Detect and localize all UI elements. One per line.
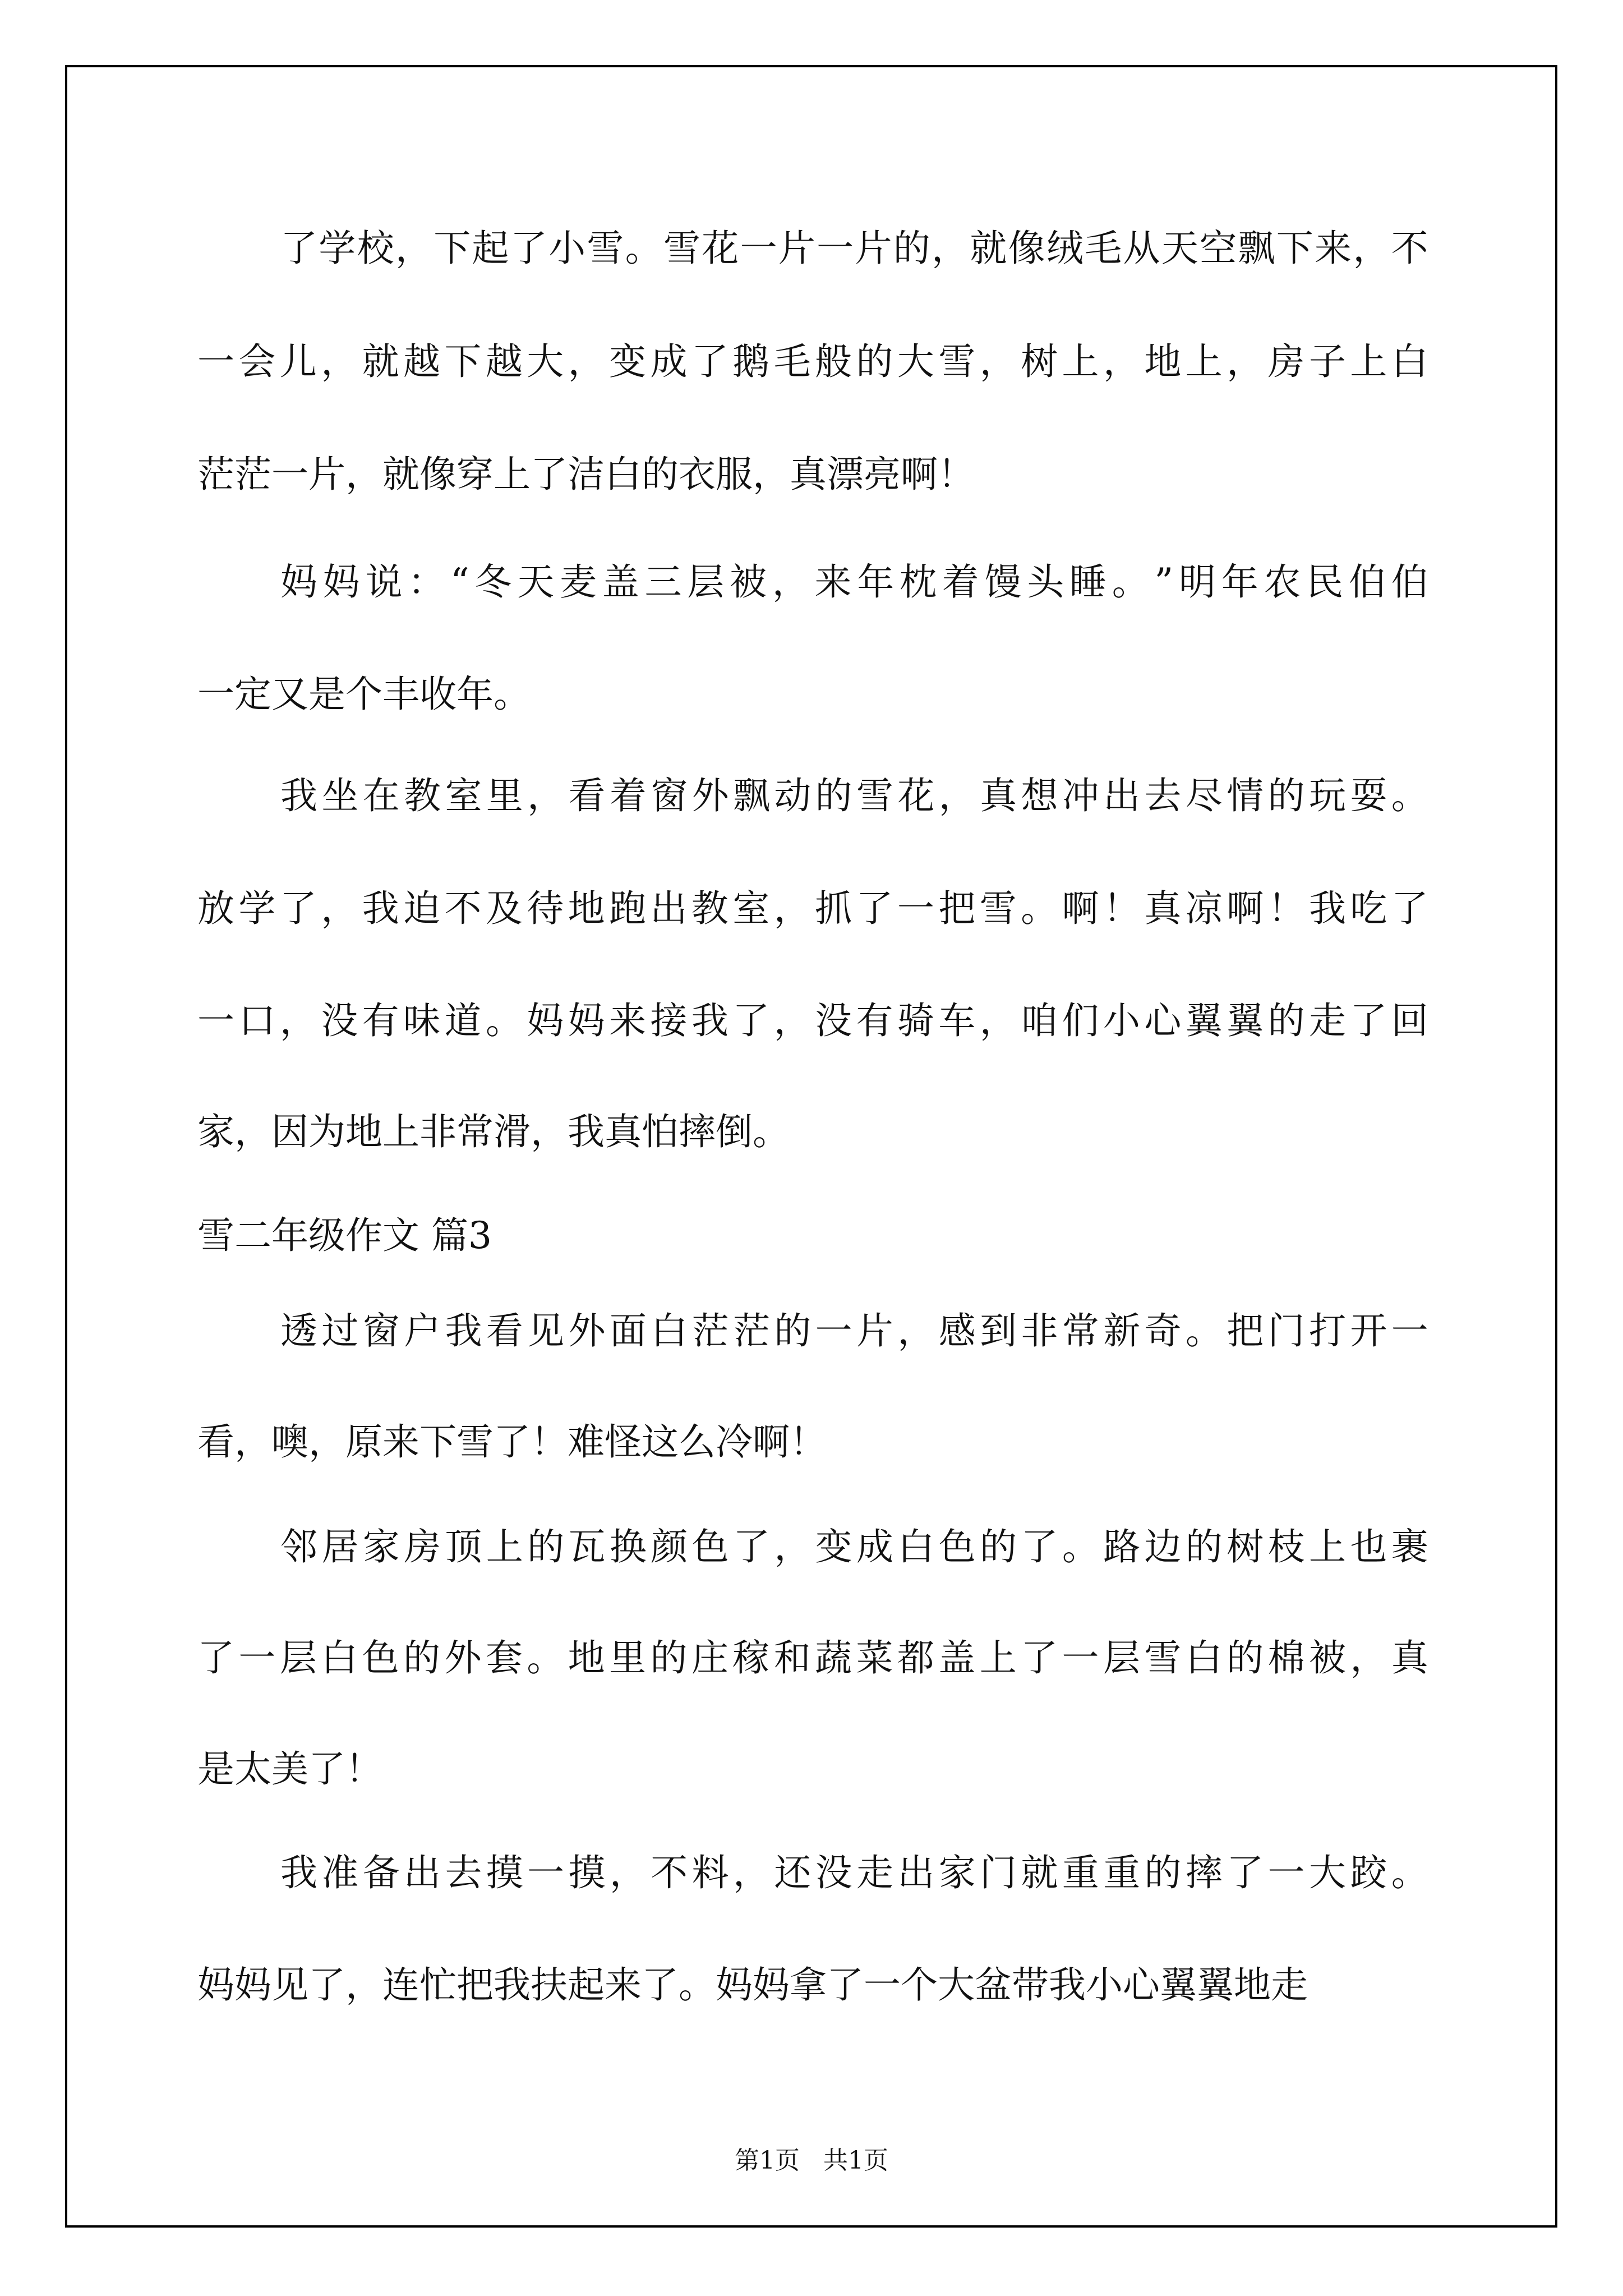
paragraph-line: 了 一 层 白 色 的 外 套 。 地 里 的 庄 稼 和 蔬 菜 都 盖 上 了 一 层 雪 白 的 棉 被 ， 真 [197,1636,1428,1680]
section-heading: 雪二年级作文 篇3 [197,1214,492,1257]
paragraph-line: 家，因为地上非常滑，我真怕摔倒。 [197,1110,790,1153]
paragraph-line: 我 准 备 出 去 摸 一 摸 ， 不 料 ， 还 没 走 出 家 门 就 重 重 的 摔 了 一 大 跤 。 [280,1851,1428,1894]
paragraph-line: 了 学 校 ， 下 起 了 小 雪 。 雪 花 一 片 一 片 的 ， 就 像 绒 毛 从 天 空 飘 下 来 ， 不 [280,227,1428,270]
paragraph-line: 是太美了！ [197,1747,382,1791]
paragraph-line: 茫茫一片，就像穿上了洁白的衣服，真漂亮啊！ [197,453,975,496]
paragraph-line: 看，噢，原来下雪了！难怪这么冷啊！ [197,1420,827,1464]
paragraph-line: 一 口 ， 没 有 味 道 。 妈 妈 来 接 我 了 ， 没 有 骑 车 ， 咱 们 小 心 翼 翼 的 走 了 回 [197,999,1428,1042]
paragraph-line: 一 会 儿 ， 就 越 下 越 大 ， 变 成 了 鹅 毛 般 的 大 雪 ， 树 上 ， 地 上 ， 房 子 上 白 [197,340,1428,383]
paragraph-line: 一定又是个丰收年。 [197,673,531,716]
paragraph-line: 透 过 窗 户 我 看 见 外 面 白 茫 茫 的 一 片 ， 感 到 非 常 新 奇 。 把 门 打 开 一 [280,1309,1428,1352]
paragraph-line: 妈 妈 说 ： “ 冬 天 麦 盖 三 层 被 ， 来 年 枕 着 馒 头 睡 。 ” 明 年 农 民 伯 伯 [280,560,1428,604]
paragraph-line: 妈妈见了，连忙把我扶起来了。妈妈拿了一个大盆带我小心翼翼地走 [197,1963,1308,2007]
paragraph-line: 我 坐 在 教 室 里 ， 看 着 窗 外 飘 动 的 雪 花 ， 真 想 冲 出 去 尽 情 的 玩 耍 。 [280,774,1428,817]
paragraph-line: 放 学 了 ， 我 迫 不 及 待 地 跑 出 教 室 ， 抓 了 一 把 雪 。 啊 ！ 真 凉 啊 ！ 我 吃 了 [197,887,1428,930]
paragraph-line: 邻 居 家 房 顶 上 的 瓦 换 颜 色 了 ， 变 成 白 色 的 了 。 路 边 的 树 枝 上 也 裹 [280,1525,1428,1568]
page-footer: 第1页 共1页 [735,2146,888,2175]
